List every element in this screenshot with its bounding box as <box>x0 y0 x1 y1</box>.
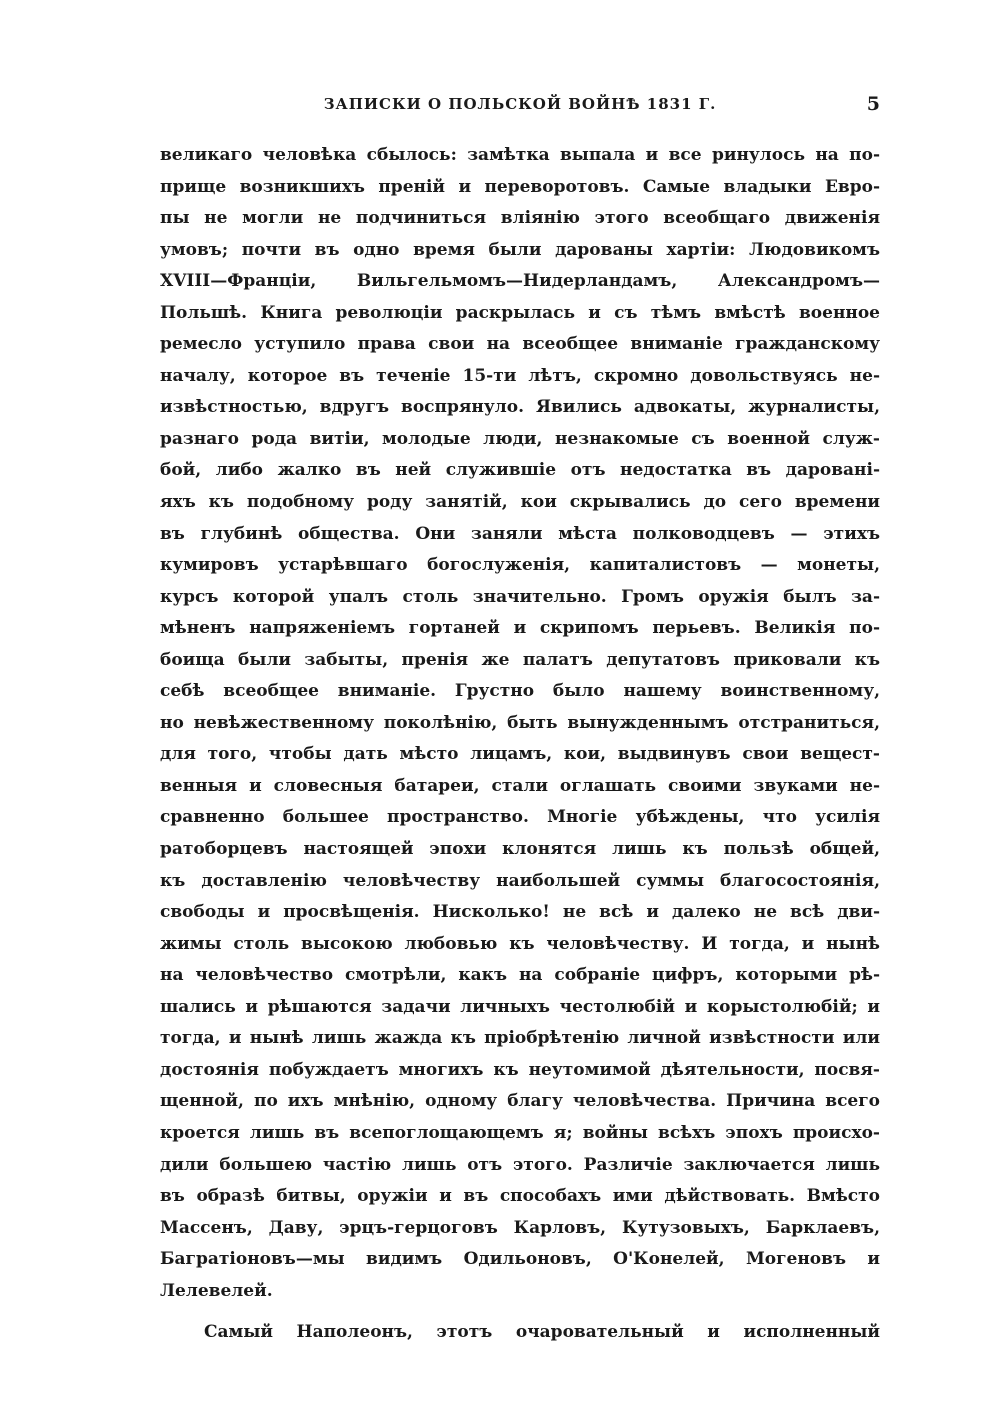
text-line: Багратіоновъ—мы видимъ Одильоновъ, О'Конелей, Могеновъ и <box>160 1249 880 1270</box>
text-line: кумировъ устарѣвшаго богослуженія, капиталистовъ — монеты, <box>160 555 880 576</box>
text-line: сравненно большее пространство. Многіе убѣждены, что усилія <box>160 807 880 828</box>
text-line: венныя и словесныя батареи, стали оглашать своими звуками не- <box>160 775 880 796</box>
text-line: для того, чтобы дать мѣсто лицамъ, кои, выдвинувъ свои вещест- <box>160 744 880 765</box>
text-line: себѣ всеобщее вниманіе. Грустно было нашему воинственному, <box>160 681 880 702</box>
text-line: пы не могли не подчиниться вліянію этого всеобщаго движенія <box>160 208 880 229</box>
text-line: къ доставленію человѣчеству наибольшей суммы благосостоянія, <box>160 870 880 891</box>
text-line: началу, которое въ теченіе 15-ти лѣтъ, скромно довольствуясь не- <box>160 365 880 386</box>
text-line: курсъ которой упалъ столь значительно. Громъ оружія былъ за- <box>160 586 880 607</box>
running-title: ЗАПИСКИ О ПОЛЬСКОЙ ВОЙНѢ 1831 Г. <box>323 95 717 113</box>
text-line: дили большею частію лишь отъ этого. Различіе заключается лишь <box>160 1154 880 1175</box>
text-line: кроется лишь въ всепоглощающемъ я; войны всѣхъ эпохъ происхо- <box>160 1122 880 1143</box>
text-line: мѣненъ напряженіемъ гортаней и скрипомъ перьевъ. Великія по- <box>160 618 880 639</box>
text-line: извѣстностью, вдругъ воспрянуло. Явились адвокаты, журналисты, <box>160 397 880 418</box>
text-line: Самый Наполеонъ, этотъ очаровательный и исполненный <box>204 1322 880 1343</box>
text-line: достоянія побуждаетъ многихъ къ неутомимой дѣятельности, посвя- <box>160 1059 880 1080</box>
text-line: разнаго рода витіи, молодые люди, незнакомые съ военной служ- <box>160 428 880 449</box>
text-line: Массенъ, Даву, эрцъ-герцоговъ Карловъ, Кутузовыхъ, Барклаевъ, <box>160 1217 880 1238</box>
text-line: въ образѣ битвы, оружіи и въ способахъ ими дѣйствовать. Вмѣсто <box>160 1186 880 1207</box>
text-line: XVIII—Франціи, Вильгельмомъ—Нидерландамъ, Александромъ— <box>160 271 880 292</box>
text-line: жимы столь высокою любовью къ человѣчеству. И тогда, и нынѣ <box>160 933 880 954</box>
text-line: тогда, и нынѣ лишь жажда къ пріобрѣтенію личной извѣстности или <box>160 1028 880 1049</box>
text-line: на человѣчество смотрѣли, какъ на собраніе цифръ, которыми рѣ- <box>160 965 880 986</box>
text-line: ратоборцевъ настоящей эпохи клонятся лишь къ пользѣ общей, <box>160 839 880 860</box>
text-line: свободы и просвѣщенія. Нисколько! не всѣ и далеко не всѣ дви- <box>160 902 880 923</box>
text-line: боища были забыты, пренія же палатъ депутатовъ приковали къ <box>160 649 880 670</box>
text-line: бой, либо жалко въ ней служившіе отъ недостатка въ даровані- <box>160 460 880 481</box>
text-block <box>160 140 880 1349</box>
text-line: великаго человѣка сбылось: замѣтка выпала и все ринулось на по- <box>160 145 880 165</box>
text-line: но невѣжественному поколѣнію, быть вынужденнымъ отстраниться, <box>160 712 880 733</box>
text-line: въ глубинѣ общества. Они заняли мѣста полководцевъ — этихъ <box>160 523 880 544</box>
paragraph <box>160 140 880 1307</box>
text-line: Польшѣ. Книга революціи раскрылась и съ тѣмъ вмѣстѣ военное <box>160 302 880 323</box>
paragraph <box>160 1317 880 1349</box>
text-line: умовъ; почти въ одно время были дарованы хартіи: Людовикомъ <box>160 239 880 260</box>
text-line: щенной, по ихъ мнѣнію, одному благу человѣчества. Причина всего <box>160 1091 880 1112</box>
text-line: Лелевелей. <box>160 1280 273 1301</box>
text-line: прище возникшихъ преній и переворотовъ. Самые владыки Евро- <box>160 176 880 197</box>
text-line: яхъ къ подобному роду занятій, кои скрывались до сего времени <box>160 492 880 513</box>
text-line: шались и рѣшаются задачи личныхъ честолюбій и корыстолюбій; и <box>160 996 880 1017</box>
page-number: 5 <box>866 93 880 115</box>
running-head <box>160 95 880 121</box>
text-line: ремесло уступило права свои на всеобщее вниманіе гражданскому <box>160 334 880 355</box>
